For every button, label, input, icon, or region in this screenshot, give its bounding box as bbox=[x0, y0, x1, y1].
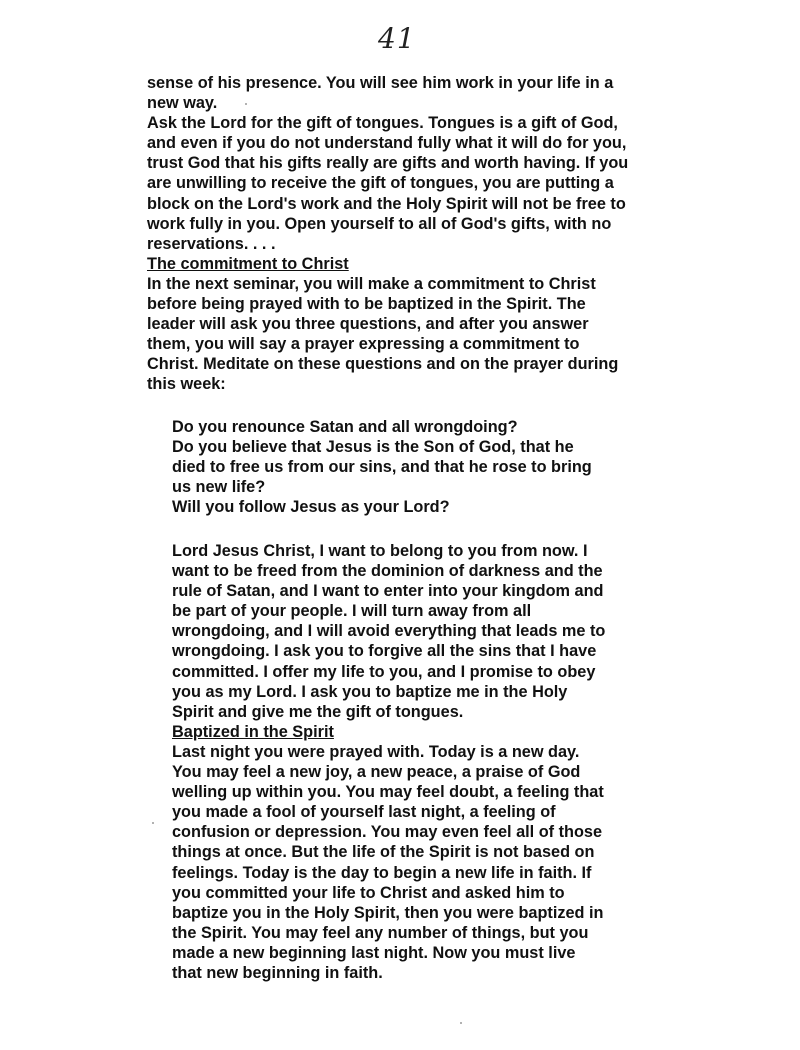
text-line: feelings. Today is the day to begin a new life in faith. If bbox=[172, 863, 592, 882]
text-line: block on the Lord's work and the Holy Spirit will not be free to bbox=[147, 194, 626, 213]
text-line: things at once. But the life of the Spirit is not based on bbox=[172, 843, 595, 862]
text-line: Last night you were prayed with. Today is a new day. bbox=[172, 742, 580, 761]
text-line: wrongdoing, and I will avoid everything that leads me to bbox=[172, 622, 606, 641]
questions-block bbox=[172, 417, 592, 517]
text-line: you committed your life to Christ and asked him to bbox=[172, 883, 565, 902]
text-line: the Spirit. You may feel any number of things, but you bbox=[172, 923, 589, 942]
text-line: reservations. . . . bbox=[147, 234, 276, 253]
text-line: work fully in you. Open yourself to all of God's gifts, with no bbox=[147, 214, 612, 233]
page-number: 41 bbox=[378, 22, 416, 55]
text-line: leader will ask you three questions, and after you answer bbox=[147, 315, 589, 334]
text-line: be part of your people. I will turn away from all bbox=[172, 602, 532, 621]
question-line: us new life? bbox=[172, 478, 266, 497]
question-line: Do you believe that Jesus is the Son of God, that he bbox=[172, 438, 574, 457]
text-line: wrongdoing. I ask you to forgive all the sins that I have bbox=[172, 642, 597, 661]
text-line: Lord Jesus Christ, I want to belong to you from now. I bbox=[172, 542, 588, 560]
text-line: and even if you do not understand fully what it will do for you, bbox=[147, 134, 627, 153]
text-line: want to be freed from the dominion of darkness and the bbox=[172, 562, 603, 581]
text-line: new way. bbox=[147, 94, 218, 113]
question-line: died to free us from our sins, and that he rose to bring bbox=[172, 458, 592, 477]
scan-speck bbox=[152, 822, 154, 824]
text-line: Spirit and give me the gift of tongues. bbox=[172, 702, 464, 721]
section-heading-commitment: The commitment to Christ bbox=[147, 254, 349, 273]
text-line: welling up within you. You may feel doubt, a feeling that bbox=[172, 783, 604, 802]
text-line: In the next seminar, you will make a commitment to Christ bbox=[147, 274, 596, 293]
scan-speck bbox=[460, 1022, 462, 1024]
question-line: Will you follow Jesus as your Lord? bbox=[172, 498, 450, 517]
text-line: Ask the Lord for the gift of tongues. Tongues is a gift of God, bbox=[147, 114, 618, 133]
section-heading-baptized: Baptized in the Spirit bbox=[172, 722, 334, 741]
text-line: You may feel a new joy, a new peace, a praise of God bbox=[172, 763, 581, 782]
text-line: sense of his presence. You will see him work in your life in a bbox=[147, 74, 614, 92]
text-line: trust God that his gifts really are gifts and worth having. If you bbox=[147, 154, 629, 173]
text-line: made a new beginning last night. Now you must live bbox=[172, 943, 576, 962]
text-line: you as my Lord. I ask you to baptize me in the Holy bbox=[172, 682, 568, 701]
scan-speck bbox=[245, 103, 247, 105]
text-line: you made a fool of yourself last night, a feeling of bbox=[172, 803, 556, 822]
text-line: committed. I offer my life to you, and I promise to obey bbox=[172, 662, 596, 681]
question-line: Do you renounce Satan and all wrongdoing? bbox=[172, 418, 518, 436]
intro-text-block bbox=[147, 73, 628, 395]
text-line: baptize you in the Holy Spirit, then you were baptized in bbox=[172, 903, 604, 922]
text-line: confusion or depression. You may even feel all of those bbox=[172, 823, 603, 842]
prayer-block bbox=[172, 541, 605, 983]
text-line: Christ. Meditate on these questions and on the prayer during bbox=[147, 355, 619, 374]
text-line: this week: bbox=[147, 375, 226, 394]
text-line: are unwilling to receive the gift of tongues, you are putting a bbox=[147, 174, 614, 193]
text-line: them, you will say a prayer expressing a commitment to bbox=[147, 335, 580, 354]
text-line: rule of Satan, and I want to enter into your kingdom and bbox=[172, 582, 604, 601]
text-line: that new beginning in faith. bbox=[172, 963, 383, 982]
text-line: before being prayed with to be baptized in the Spirit. The bbox=[147, 295, 586, 314]
